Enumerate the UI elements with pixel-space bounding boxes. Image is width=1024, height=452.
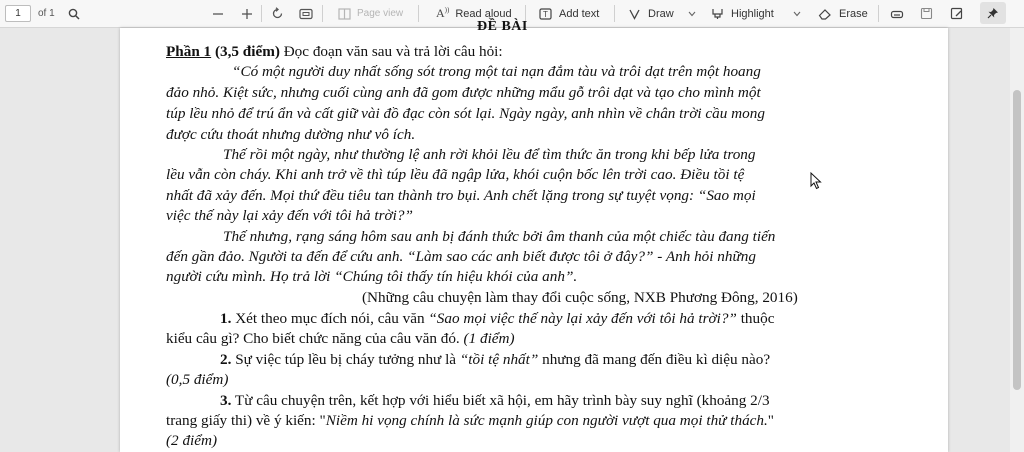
toolbar-divider <box>878 5 879 22</box>
question-text: thuộc <box>736 310 775 327</box>
question-3-line-2 <box>166 411 774 431</box>
erase-label: Erase <box>839 7 868 20</box>
pin-toolbar-button[interactable] <box>980 2 1006 24</box>
toolbar-divider <box>261 5 262 22</box>
question-text: " <box>767 412 774 429</box>
pdf-page <box>120 19 948 452</box>
passage-line: lều vẫn còn cháy. Khi anh trở về thì túp lều đã ngập lửa, khói cuộn bốc lên trời cao. Điều tồi tệ <box>166 166 745 183</box>
question-number: 1. <box>220 310 232 327</box>
question-text: Xét theo mục đích nói, câu văn <box>231 310 429 327</box>
passage-line: người cứu mình. Họ trả lời “Chúng tôi thấy tín hiệu khói của anh”. <box>166 268 578 285</box>
mouse-cursor-icon <box>810 172 822 190</box>
print-icon <box>890 8 904 20</box>
eraser-icon <box>818 8 832 20</box>
highlight-label: Highlight <box>731 7 774 20</box>
question-text: nhưng đã mang đến điều kì diệu nào? <box>538 351 771 368</box>
question-number: 2. <box>220 351 232 368</box>
zoom-in-button[interactable] <box>241 0 253 27</box>
passage-source: (Những câu chuyện làm thay đổi cuộc sống, NXB Phương Đông, 2016) <box>362 289 798 306</box>
add-text-label: Add text <box>559 7 600 20</box>
read-aloud-label: Read aloud <box>455 7 512 20</box>
toolbar-divider <box>418 5 419 22</box>
minus-icon <box>212 8 224 20</box>
question-3 <box>220 391 770 411</box>
question-1-line-2 <box>166 329 515 349</box>
highlight-button[interactable] <box>711 0 774 27</box>
question-2 <box>220 350 770 370</box>
part-heading <box>166 42 503 62</box>
plus-icon <box>241 8 253 20</box>
fit-page-button[interactable] <box>299 0 313 27</box>
passage-line: được cứu thoát nhưng dường như vô ích. <box>166 126 416 143</box>
draw-options-dropdown[interactable] <box>688 0 696 27</box>
question-points: (1 điểm) <box>463 330 515 347</box>
question-quote: “tồi tệ nhất” <box>459 351 539 368</box>
search-icon <box>68 8 80 20</box>
question-quote: “Sao mọi việc thế này lại xảy đến với tôi hả trời?” <box>428 310 737 327</box>
toolbar-divider <box>322 5 323 22</box>
save-icon <box>920 7 933 20</box>
question-text: Sự việc túp lều bị cháy tưởng như là <box>231 351 460 368</box>
scrollbar-thumb[interactable] <box>1013 90 1021 390</box>
erase-button[interactable] <box>818 0 868 27</box>
page-count: of 1 <box>38 8 55 19</box>
passage-line: đảo nhỏ. Kiệt sức, nhưng cuối cùng anh đã gom được những mẩu gỗ trôi dạt và tạo cho mình một <box>166 84 761 101</box>
question-points: (0,5 điểm) <box>166 371 229 388</box>
page-header: ĐỀ BÀI <box>477 19 528 34</box>
highlight-options-dropdown[interactable] <box>793 0 801 27</box>
chevron-down-icon <box>793 11 801 17</box>
page-view-label: Page view <box>357 8 404 19</box>
part-points: (3,5 điểm) <box>211 43 284 60</box>
toolbar-divider <box>614 5 615 22</box>
chevron-down-icon <box>688 11 696 17</box>
zoom-out-button[interactable] <box>212 0 224 27</box>
question-1 <box>220 309 774 329</box>
svg-text:T: T <box>543 9 548 19</box>
search-button[interactable] <box>68 0 80 27</box>
rotate-icon <box>271 7 284 20</box>
add-text-button[interactable] <box>539 0 599 27</box>
passage-line: đến gần đảo. Người ta đến để cứu anh. “Làm sao các anh biết được tôi ở đây?” - Anh hỏi những <box>166 248 756 265</box>
read-aloud-icon: A)) <box>436 6 450 20</box>
save-as-button[interactable] <box>950 0 963 27</box>
fit-page-icon <box>299 8 313 20</box>
print-button[interactable] <box>890 0 904 27</box>
passage-line: “Có một người duy nhất sống sót trong một tai nạn đắm tàu và trôi dạt trên một hoang <box>232 63 761 80</box>
question-text: kiểu câu gì? Cho biết chức năng của câu văn đó. <box>166 330 464 347</box>
passage-line: Thế rồi một ngày, như thường lệ anh rời khỏi lều để tìm thức ăn trong khi bếp lửa trong <box>223 146 756 163</box>
rotate-button[interactable] <box>271 0 284 27</box>
passage-line: việc thế này lại xảy đến với tôi hả trời?” <box>166 207 413 224</box>
question-text: Từ câu chuyện trên, kết hợp với hiểu biết xã hội, em hãy trình bày suy nghĩ (khoảng 2/3 <box>231 392 770 409</box>
save-as-icon <box>950 7 963 20</box>
part-title: Phần 1 <box>166 43 212 60</box>
page-number-input[interactable]: 1 <box>5 5 31 22</box>
part-instruction: Đọc đoạn văn sau và trả lời câu hỏi: <box>283 43 503 60</box>
question-points: (2 điểm) <box>166 432 218 449</box>
draw-button[interactable] <box>628 0 674 27</box>
passage-line: Thế nhưng, rạng sáng hôm sau anh bị đánh thức bởi âm thanh của một chiếc tàu đang tiến <box>223 228 776 245</box>
draw-label: Draw <box>648 7 674 20</box>
passage-line: túp lều nhỏ để trú ẩn và cất giữ vài đồ đạc còn sót lại. Ngày ngày, anh nhìn về chân trời cầu mong <box>166 105 765 122</box>
passage-line: nhất đã xảy đến. Mọi thứ đều tiêu tan thành tro bụi. Anh chết lặng trong sự tuyệt vọng: “Sao mọi <box>166 187 756 204</box>
question-text: trang giấy thi) về ý kiến: " <box>166 412 326 429</box>
question-quote: Niềm hi vọng chính là sức mạnh giúp con người vượt qua mọi thử thách. <box>325 412 768 429</box>
draw-pen-icon <box>628 8 641 20</box>
question-number: 3. <box>220 392 232 409</box>
add-text-icon <box>539 8 552 20</box>
highlighter-icon <box>711 8 724 20</box>
page-view-icon <box>338 8 351 20</box>
save-button[interactable] <box>920 0 933 27</box>
page-view-button[interactable] <box>338 0 403 27</box>
pin-icon <box>987 7 999 19</box>
